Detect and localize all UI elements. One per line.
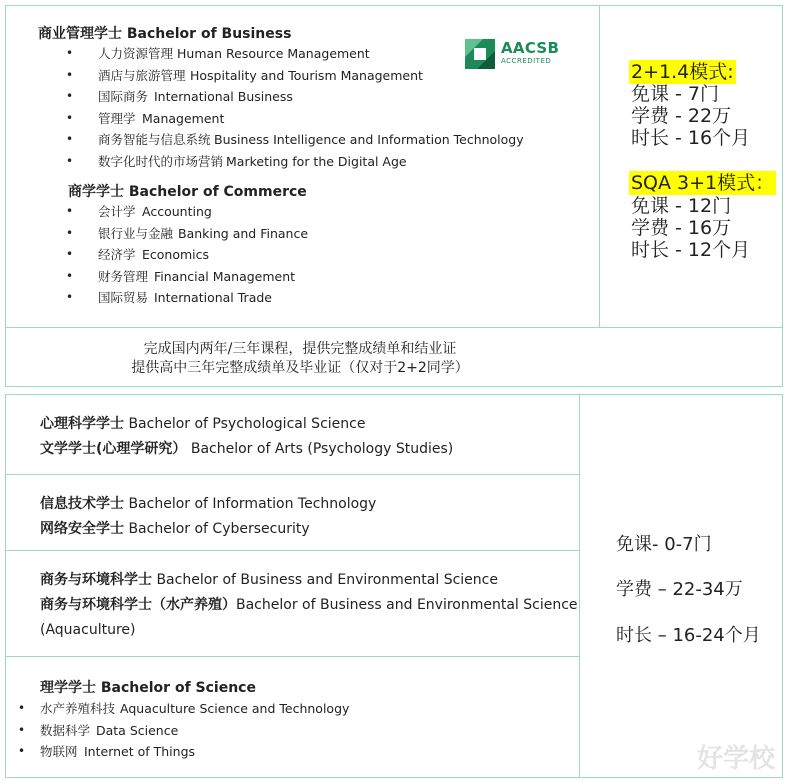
mode-a-exemption: 免课 - 7门 (631, 83, 720, 105)
env-program-2: 商务与环境科学士（水产养殖）Bachelor of Business and Environmental Science (40, 597, 578, 613)
science-degree-title: 理学学士 Bachelor of Science (40, 680, 256, 696)
section2-row-divider-3 (5, 656, 579, 657)
section2-row-divider-2 (5, 550, 579, 551)
business-degree-title: 商业管理学士 Bachelor of Business (38, 26, 292, 42)
aacsb-accredited-label: ACCREDITED (501, 57, 552, 65)
section2-divider-vertical (579, 394, 580, 778)
list-item: • 水产养殖科技 Aquaculture Science and Technology (18, 701, 350, 716)
list-item: • 数据科学 Data Science (18, 722, 179, 738)
list-item: • 国际贸易 International Trade (66, 290, 272, 306)
list-item: • 人力资源管理 Human Resource Management (66, 46, 370, 61)
site-watermark: 好学校 (696, 744, 775, 774)
env-program-2-continued: (Aquaculture) (40, 622, 136, 638)
mode-a-tuition: 学费 - 22万 (631, 105, 732, 127)
aacsb-emblem-icon (465, 39, 495, 69)
prerequisite-note-line-1: 完成国内两年/三年课程，提供完整成绩单和结业证 (143, 341, 457, 357)
mode-a-duration: 时长 - 16个月 (631, 127, 751, 149)
mode-b-exemption: 免课 - 12门 (631, 195, 732, 217)
psych-program-1: 心理科学学士 Bachelor of Psychological Science (40, 416, 366, 432)
mode-b-duration: 时长 - 12个月 (631, 239, 751, 261)
aacsb-wordmark: AACSB (501, 39, 560, 57)
list-item: • 财务管理 Financial Management (66, 268, 296, 284)
psych-program-2: 文学学士(心理学研究） Bachelor of Arts (Psychology Studies) (40, 441, 454, 457)
list-item: • 国际商务 International Business (66, 89, 293, 105)
mode-b-title: SQA 3+1模式： (631, 172, 775, 194)
list-item: • 银行业与金融 Banking and Finance (66, 225, 309, 241)
section1-divider-vertical (599, 5, 600, 327)
commerce-course-list (66, 201, 586, 309)
prerequisite-note-line-2: 提供高中三年完整成绩单及毕业证（仅对于2+2同学） (131, 360, 469, 376)
list-item: • 经济学 Economics (66, 247, 210, 263)
list-item: • 数字化时代的市场营销 Marketing for the Digital Age (66, 153, 407, 169)
section2-exemption: 免课- 0-7门 (616, 534, 712, 555)
commerce-degree-title: 商学学士 Bachelor of Commerce (68, 184, 307, 200)
section1-divider-horizontal (5, 327, 783, 328)
it-program-2: 网络安全学士 Bachelor of Cybersecurity (40, 521, 310, 537)
list-item: • 会计学 Accounting (66, 204, 212, 219)
section2-tuition: 学费 – 22-34万 (616, 579, 743, 600)
science-course-list (18, 698, 558, 763)
aacsb-logo (465, 39, 560, 69)
list-item: • 物联网 Internet of Things (18, 744, 196, 760)
mode-a-title: 2+1.4模式: (631, 61, 734, 83)
section2-duration: 时长 – 16-24个月 (616, 625, 761, 646)
env-program-1: 商务与环境科学士 Bachelor of Business and Environmental Science (40, 572, 498, 588)
it-program-1: 信息技术学士 Bachelor of Information Technology (40, 496, 377, 512)
list-item: • 管理学 Management (66, 110, 225, 126)
mode-b-tuition: 学费 - 16万 (631, 217, 732, 239)
section2-row-divider-1 (5, 474, 579, 475)
list-item: • 酒店与旅游管理 Hospitality and Tourism Management (66, 67, 423, 83)
list-item: • 商务智能与信息系统 Business Intelligence and Information Technology (66, 132, 524, 148)
